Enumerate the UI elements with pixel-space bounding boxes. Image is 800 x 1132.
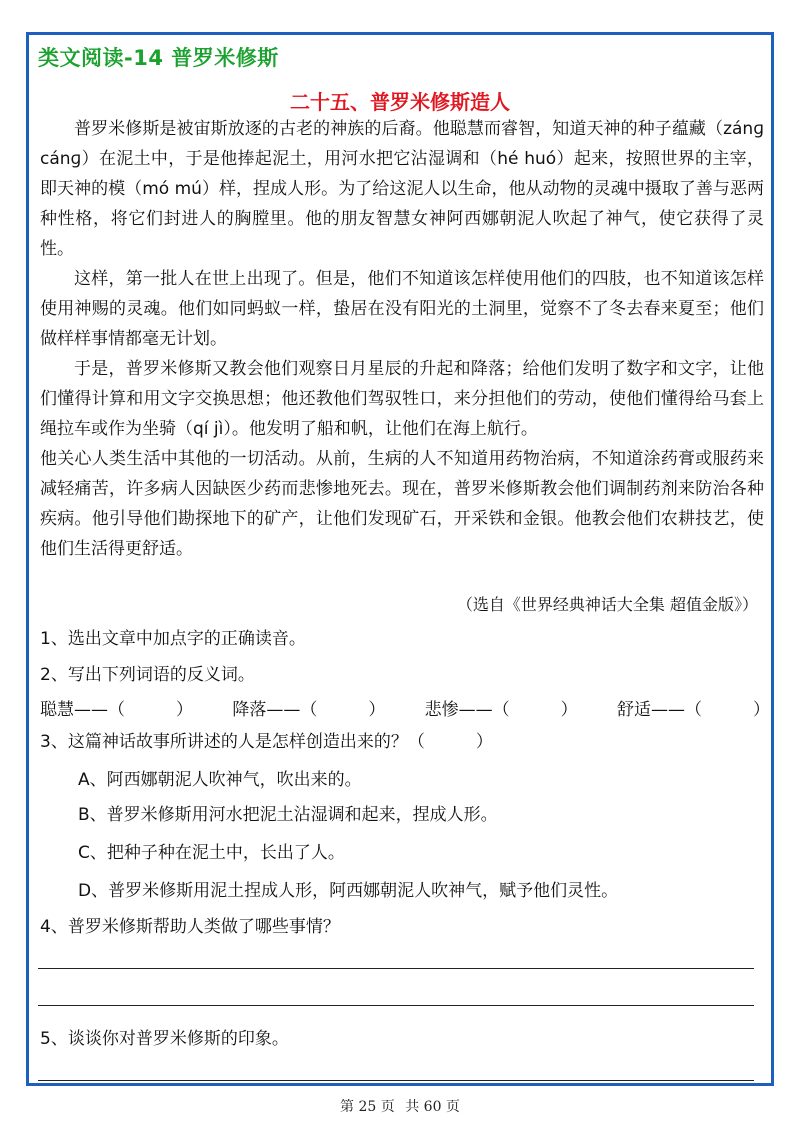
choice-c[interactable]: C、把种子种在泥土中，长出了人。	[78, 843, 345, 863]
source-citation: （选自《世界经典神话大全集 超值金版》）	[456, 595, 758, 614]
choice-b[interactable]: B、普罗米修斯用河水把泥土沾湿调和起来，捏成人形。	[78, 805, 498, 825]
page-number: 第 25 页	[340, 1099, 395, 1115]
question-2: 2、写出下列词语的反义词。	[40, 665, 255, 685]
passage-paragraph-1: 普罗米修斯是被宙斯放逐的古老的神族的后裔。他聪慧而睿智，知道天神的种子蕴藏（zánɡ cánɡ）在泥土中，于是他捧起泥土，用河水把它沾湿调和（hé huó）起来，按照世界的主宰，即天神的模（mó mú）样，捏成人形。为了给这泥人以生命，他从动物的灵魂中摄取了善与恶两种性格，将它们封进人的胸膛里。他的朋友智慧女神阿西娜朝泥人吹起了神气，使它获得了灵性。	[40, 119, 764, 259]
question-4: 4、普罗米修斯帮助人类做了哪些事情？	[40, 917, 340, 937]
answer-line[interactable]	[38, 968, 754, 969]
worksheet-header: 类文阅读-14 普罗米修斯	[38, 46, 279, 70]
choice-a[interactable]: A、阿西娜朝泥人吹神气，吹出来的。	[78, 770, 362, 790]
antonym-row	[40, 695, 770, 720]
reading-passage	[40, 114, 764, 564]
answer-line[interactable]	[38, 1080, 754, 1081]
antonym-item[interactable]: 舒适——（ ）	[616, 700, 770, 720]
passage-paragraph-3: 于是，普罗米修斯又教会他们观察日月星辰的升起和降落；给他们发明了数字和文字，让他们懂得计算和用文字交换思想；他还教他们驾驭牲口，来分担他们的劳动，使他们懂得给马套上绳拉车或作为坐骑（qí jì）。他发明了船和帆，让他们在海上航行。	[40, 359, 764, 439]
answer-line[interactable]	[38, 1005, 754, 1006]
page-total: 共 60 页	[405, 1099, 460, 1115]
question-1: 1、选出文章中加点字的正确读音。	[40, 629, 306, 649]
passage-paragraph-2: 这样，第一批人在世上出现了。但是，他们不知道该怎样使用他们的四肢，也不知道该怎样使用神赐的灵魂。他们如同蚂蚁一样，蛰居在没有阳光的土洞里，觉察不了冬去春来夏至；他们做样样事情都毫无计划。	[40, 269, 764, 349]
choice-d[interactable]: D、普罗米修斯用泥土捏成人形，阿西娜朝泥人吹神气，赋予他们灵性。	[78, 881, 619, 901]
question-3: 3、这篇神话故事所讲述的人是怎样创造出来的？（ ）	[40, 732, 493, 752]
page-footer	[0, 1096, 800, 1116]
antonym-item[interactable]: 降落——（ ）	[232, 700, 386, 720]
story-title: 二十五、普罗米修斯造人	[290, 90, 510, 114]
question-5: 5、谈谈你对普罗米修斯的印象。	[40, 1029, 289, 1049]
antonym-item[interactable]: 聪慧——（ ）	[40, 700, 193, 720]
passage-paragraph-4: 他关心人类生活中其他的一切活动。从前，生病的人不知道用药物治病，不知道涂药膏或服药来减轻痛苦，许多病人因缺医少药而悲惨地死去。现在，普罗米修斯教会他们调制药剂来防治各种疾病。他引导他们勘探地下的矿产，让他们发现矿石，开采铁和金银。他教会他们农耕技艺，使他们生活得更舒适。	[40, 449, 764, 559]
antonym-item[interactable]: 悲惨——（ ）	[424, 700, 578, 720]
